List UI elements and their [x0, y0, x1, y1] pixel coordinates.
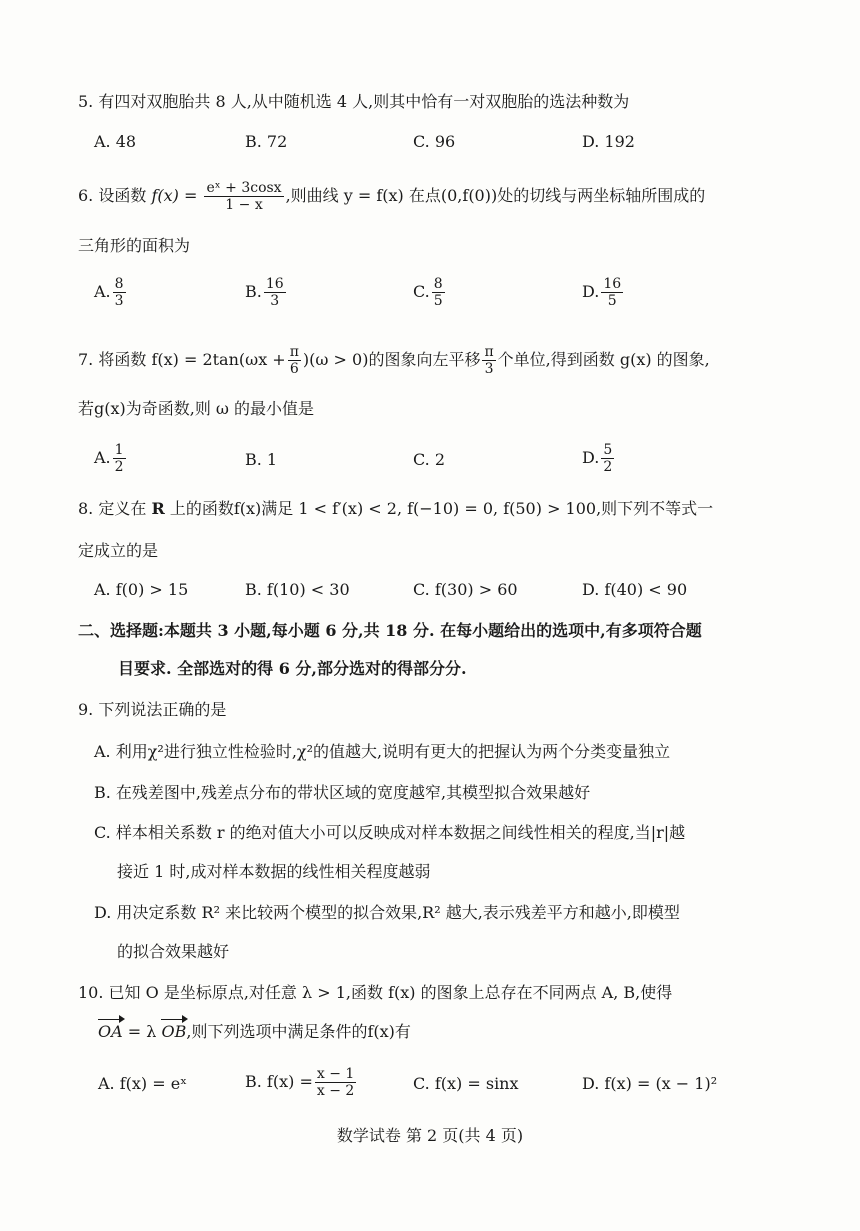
q6-c-den: 5	[433, 293, 443, 309]
q7-d-den: 2	[603, 459, 613, 475]
q6-option-a	[94, 276, 128, 309]
q7-mid: )(ω > 0)的图象向左平移	[302, 350, 481, 369]
question-8-stem	[78, 499, 713, 519]
q7-shift-num: π	[484, 344, 494, 360]
q10-b-label: B. f(x) =	[245, 1072, 313, 1091]
q7-a-label: A.	[94, 448, 111, 467]
q9-option-c-line2: 接近 1 时,成对样本数据的线性相关程度越弱	[117, 862, 431, 881]
q6-d-label: D.	[582, 282, 600, 301]
question-6-stem	[78, 180, 705, 213]
q7-pi-num: π	[289, 344, 299, 360]
q6-post: ,则曲线 y = f(x) 在点(0,f(0))处的切线与两坐标轴所围成的	[285, 186, 706, 205]
q7-option-a	[94, 442, 128, 475]
q8-option-d: D. f(40) < 90	[582, 580, 688, 599]
question-7-line2: 若g(x)为奇函数,则 ω 的最小值是	[78, 399, 315, 418]
q10-line2-post: ,则下列选项中满足条件的f(x)有	[186, 1022, 411, 1041]
q6-b-num: 16	[265, 276, 284, 292]
question-7-stem	[78, 344, 710, 377]
question-8-line2: 定成立的是	[78, 541, 159, 560]
vector-oa: OA	[98, 1022, 123, 1041]
q7-a-den: 2	[114, 459, 124, 475]
q7-option-d	[582, 442, 616, 475]
q8-post: 上的函数f(x)满足 1 < f′(x) < 2, f(−10) = 0, f(50) > 100,则下列不等式一	[169, 499, 714, 518]
question-9-stem: 9. 下列说法正确的是	[78, 700, 227, 719]
q6-a-num: 8	[114, 276, 124, 292]
q10-option-d: D. f(x) = (x − 1)²	[582, 1074, 718, 1093]
q9-option-d-line2: 的拟合效果越好	[117, 942, 230, 961]
page-footer: 数学试卷 第 2 页(共 4 页)	[336, 1126, 524, 1145]
q5-option-d: D. 192	[582, 132, 635, 151]
q9-option-c-line1: C. 样本相关系数 r 的绝对值大小可以反映成对样本数据之间线性相关的程度,当|r|越	[94, 823, 686, 842]
question-10-line2	[98, 1022, 411, 1042]
q10-option-a: A. f(x) = eˣ	[98, 1074, 187, 1093]
q7-a-num: 1	[114, 442, 124, 458]
q6-a-den: 3	[114, 293, 124, 309]
q8-option-a: A. f(0) > 15	[94, 580, 189, 599]
q6-fraction	[204, 180, 283, 213]
q6-b-label: B.	[245, 282, 262, 301]
q8-R: R	[151, 499, 165, 518]
q10-eq: = λ	[122, 1022, 162, 1041]
q9-option-b: B. 在残差图中,残差点分布的带状区域的宽度越窄,其模型拟合效果越好	[94, 783, 591, 802]
q6-d-num: 16	[603, 276, 622, 292]
q10-option-c: C. f(x) = sinx	[413, 1074, 519, 1093]
q6-a-label: A.	[94, 282, 111, 301]
q6-denominator: 1 − x	[225, 197, 263, 213]
q10-b-num: x − 1	[316, 1066, 355, 1082]
q6-fx: f(x) =	[151, 186, 198, 205]
q6-b-den: 3	[270, 293, 280, 309]
section-2-heading-line1: 二、选择题:本题共 3 小题,每小题 6 分,共 18 分. 在每小题给出的选项中,有多项符合题	[78, 621, 702, 640]
q6-option-d	[582, 276, 625, 309]
q8-option-c: C. f(30) > 60	[413, 580, 518, 599]
q5-option-b: B. 72	[245, 132, 288, 151]
q7-post: 个单位,得到函数 g(x) 的图象,	[497, 350, 710, 369]
q7-pre: 7. 将函数 f(x) = 2tan(ωx +	[78, 350, 286, 369]
q6-pre: 6. 设函数	[78, 186, 147, 205]
q5-option-a: A. 48	[94, 132, 137, 151]
q6-c-num: 8	[433, 276, 443, 292]
q10-option-b	[245, 1066, 358, 1099]
q7-pi-den: 6	[289, 361, 299, 377]
q6-d-den: 5	[607, 293, 617, 309]
q9-option-a: A. 利用χ²进行独立性检验时,χ²的值越大,说明有更大的把握认为两个分类变量独立	[94, 742, 671, 761]
q8-option-b: B. f(10) < 30	[245, 580, 350, 599]
q7-option-c: C. 2	[413, 450, 446, 469]
section-2-heading-line2: 目要求. 全部选对的得 6 分,部分选对的得部分分.	[118, 659, 467, 678]
q7-option-b: B. 1	[245, 450, 278, 469]
q7-d-label: D.	[582, 448, 600, 467]
question-5-stem: 5. 有四对双胞胎共 8 人,从中随机选 4 人,则其中恰有一对双胞胎的选法种数为	[78, 92, 630, 111]
q6-c-label: C.	[413, 282, 430, 301]
q10-b-den: x − 2	[316, 1083, 355, 1099]
q6-option-b	[245, 276, 288, 309]
question-6-line2: 三角形的面积为	[78, 236, 191, 255]
q6-numerator: eˣ + 3cosx	[206, 180, 282, 196]
q9-option-d-line1: D. 用决定系数 R² 来比较两个模型的拟合效果,R² 越大,表示残差平方和越小,即模型	[94, 903, 680, 922]
q8-pre: 8. 定义在	[78, 499, 147, 518]
vector-ob: OB	[161, 1022, 187, 1041]
q5-option-c: C. 96	[413, 132, 456, 151]
q7-d-num: 5	[603, 442, 613, 458]
q6-option-c	[413, 276, 447, 309]
q7-shift-den: 3	[484, 361, 494, 377]
question-10-stem: 10. 已知 O 是坐标原点,对任意 λ > 1,函数 f(x) 的图象上总存在不同两点 A, B,使得	[78, 983, 673, 1002]
